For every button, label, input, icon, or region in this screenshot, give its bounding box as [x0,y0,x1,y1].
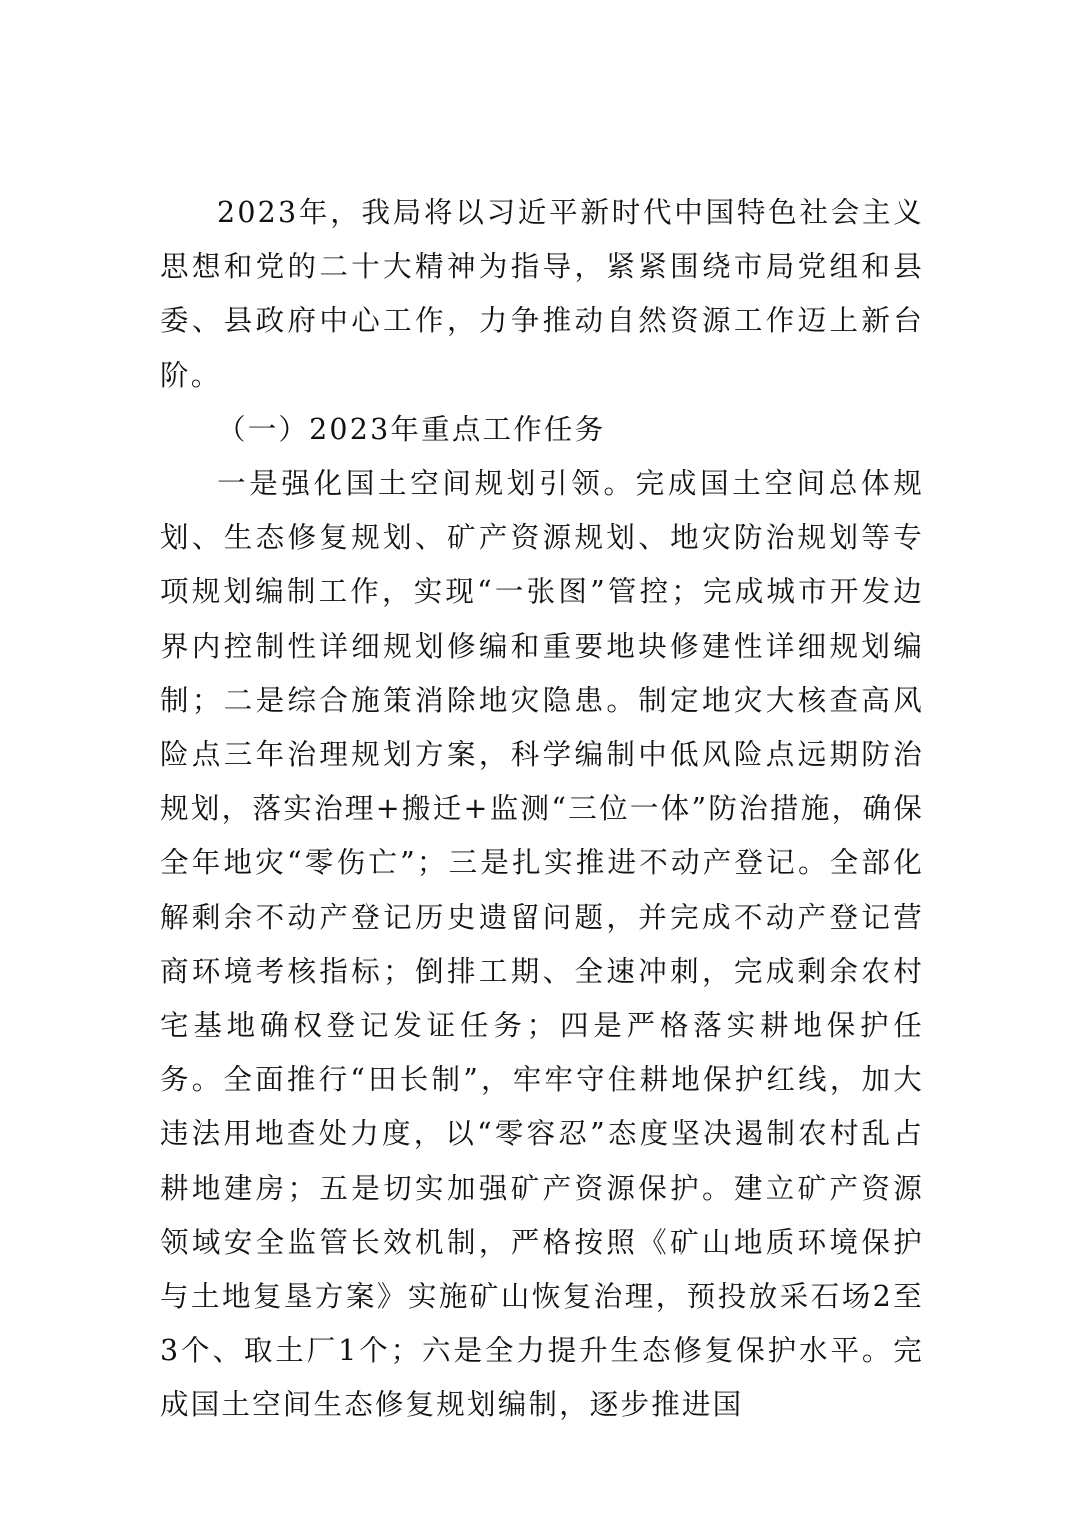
section-heading: （一）2023年重点工作任务 [217,412,606,446]
intro-paragraph: 2023年，我局将以习近平新时代中国特色社会主义思想和党的二十大精神为指导，紧紧围绕市局党组和县委、县政府中心工作，力争推动自然资源工作迈上新台阶。 [160,196,924,392]
document-body [160,186,924,1433]
key-tasks-paragraph: 一是强化国土空间规划引领。完成国土空间总体规划、生态修复规划、矿产资源规划、地灾防治规划等专项规划编制工作，实现“一张图”管控；完成城市开发边界内控制性详细规划修编和重要地块修建性详细规划编制；二是综合施策消除地灾隐患。制定地灾大核查高风险点三年治理规划方案，科学编制中低风险点远期防治规划，落实治理+搬迁+监测“三位一体”防治措施，确保全年地灾“零伤亡”；三是扎实推进不动产登记。全部化解剩余不动产登记历史遗留问题，并完成不动产登记营商环境考核指标；倒排工期、全速冲刺，完成剩余农村宅基地确权登记发证任务；四是严格落实耕地保护任务。全面推行“田长制”，牢牢守住耕地保护红线，加大违法用地查处力度，以“零容忍”态度坚决遏制农村乱占耕地建房；五是切实加强矿产资源保护。建立矿产资源领域安全监管长效机制，严格按照《矿山地质环境保护与土地复垦方案》实施矿山恢复治理，预投放采石场2至3个、取土厂1个；六是全力提升生态修复保护水平。完成国土空间生态修复规划编制，逐步推进国 [160,467,924,1422]
